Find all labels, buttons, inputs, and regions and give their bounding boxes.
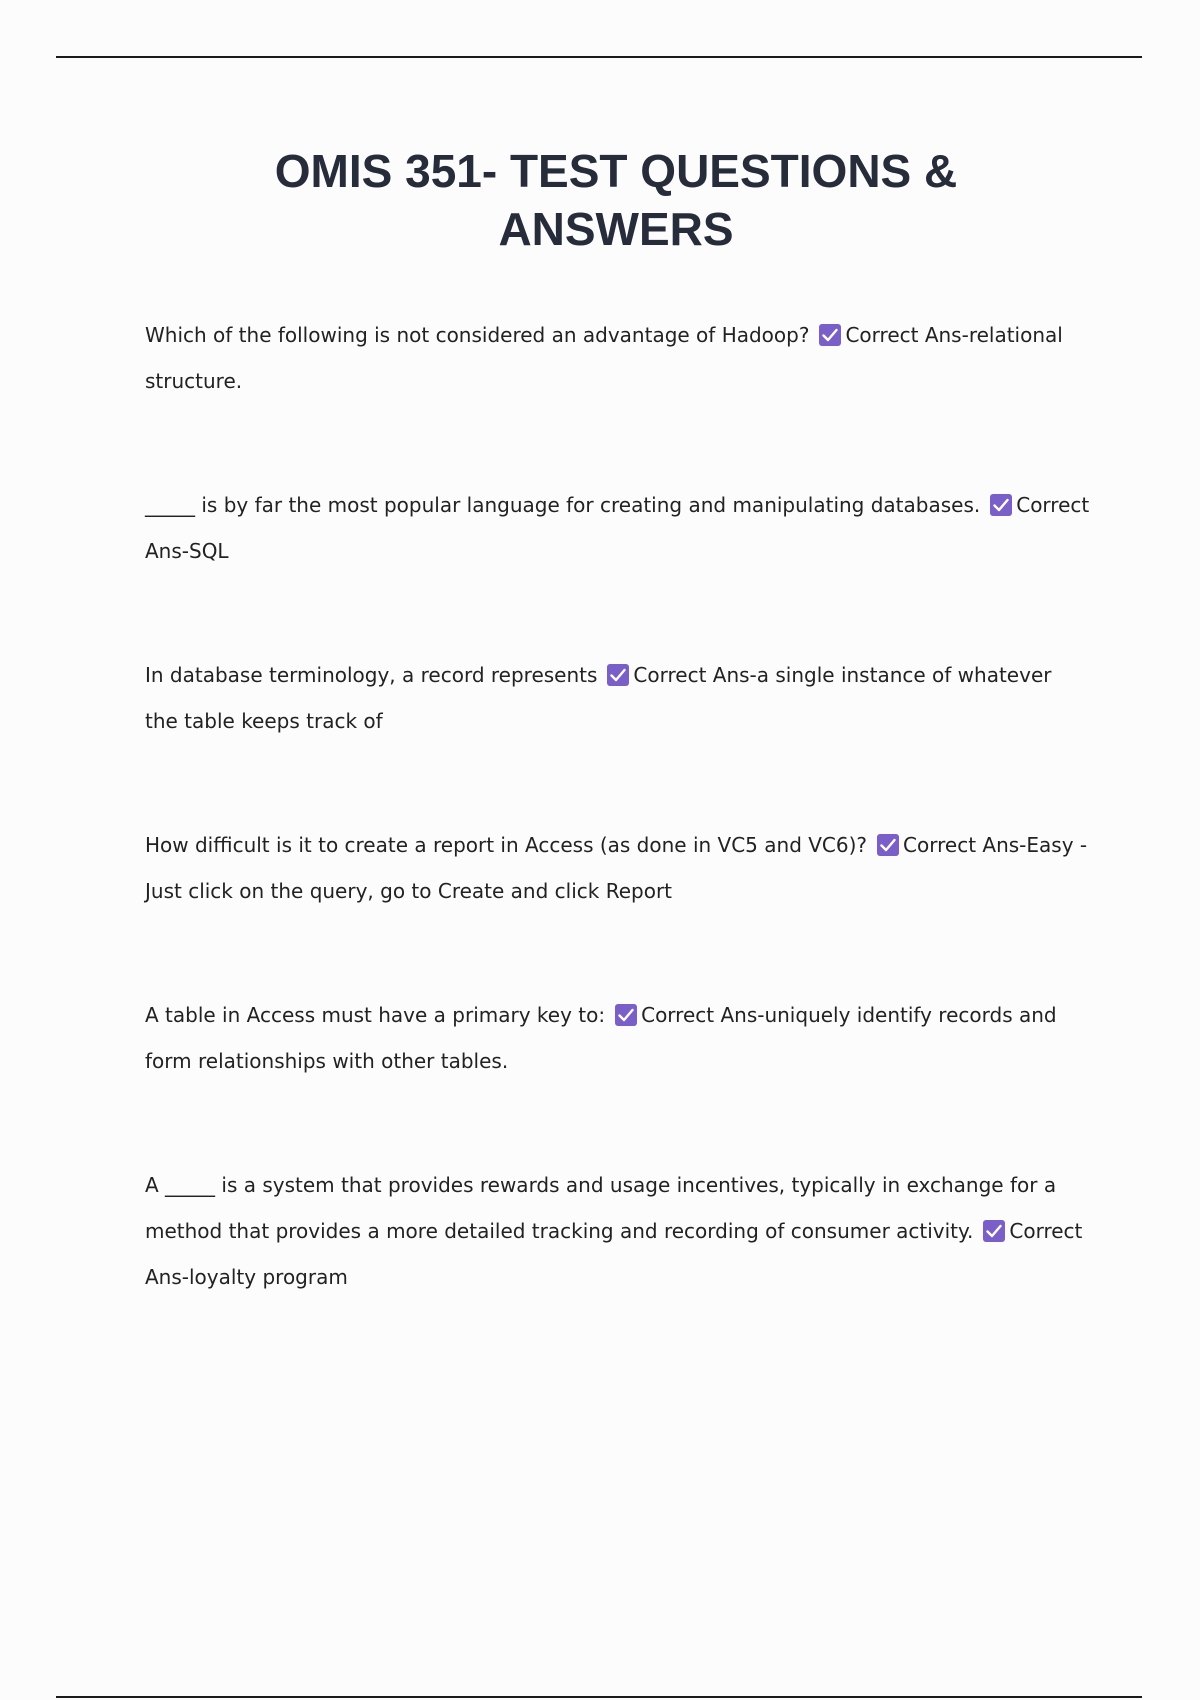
question-text: In database terminology, a record represents (145, 663, 598, 687)
answer-text: Correct Ans-a single instance of whatever the table keeps track of (145, 663, 1052, 733)
check-box-icon (615, 1004, 637, 1026)
qa-item (145, 482, 1090, 652)
check-box-icon (877, 834, 899, 856)
question-text: A _____ is a system that provides rewards and usage incentives, typically in exchange for a method that provides a more detailed tracking and recording of consumer activity. (145, 1173, 1057, 1243)
qa-item (145, 992, 1090, 1162)
answer-text: Correct Ans-loyalty program (145, 1219, 1083, 1289)
qa-list (145, 312, 1090, 1332)
answer-text: Correct Ans-uniquely identify records and form relationships with other tables. (145, 1003, 1057, 1073)
question-text: Which of the following is not considered an advantage of Hadoop? (145, 323, 810, 347)
top-rule (56, 56, 1142, 58)
check-box-icon (607, 664, 629, 686)
check-box-icon (983, 1220, 1005, 1242)
question-text: How difficult is it to create a report in Access (as done in VC5 and VC6)? (145, 833, 868, 857)
qa-item (145, 312, 1090, 482)
answer-text: Correct Ans-relational structure. (145, 323, 1063, 393)
check-box-icon (819, 324, 841, 346)
answer-text: Correct Ans-SQL (145, 493, 1090, 563)
qa-item (145, 1162, 1090, 1332)
qa-item (145, 822, 1090, 992)
check-box-icon (990, 494, 1012, 516)
question-text: _____ is by far the most popular language for creating and manipulating databases. (145, 493, 981, 517)
answer-text: Correct Ans-Easy - Just click on the query, go to Create and click Report (145, 833, 1088, 903)
bottom-rule (56, 1696, 1142, 1698)
qa-item (145, 652, 1090, 822)
question-text: A table in Access must have a primary key to: (145, 1003, 606, 1027)
document-title: OMIS 351- TEST QUESTIONS & ANSWERS (274, 145, 958, 255)
